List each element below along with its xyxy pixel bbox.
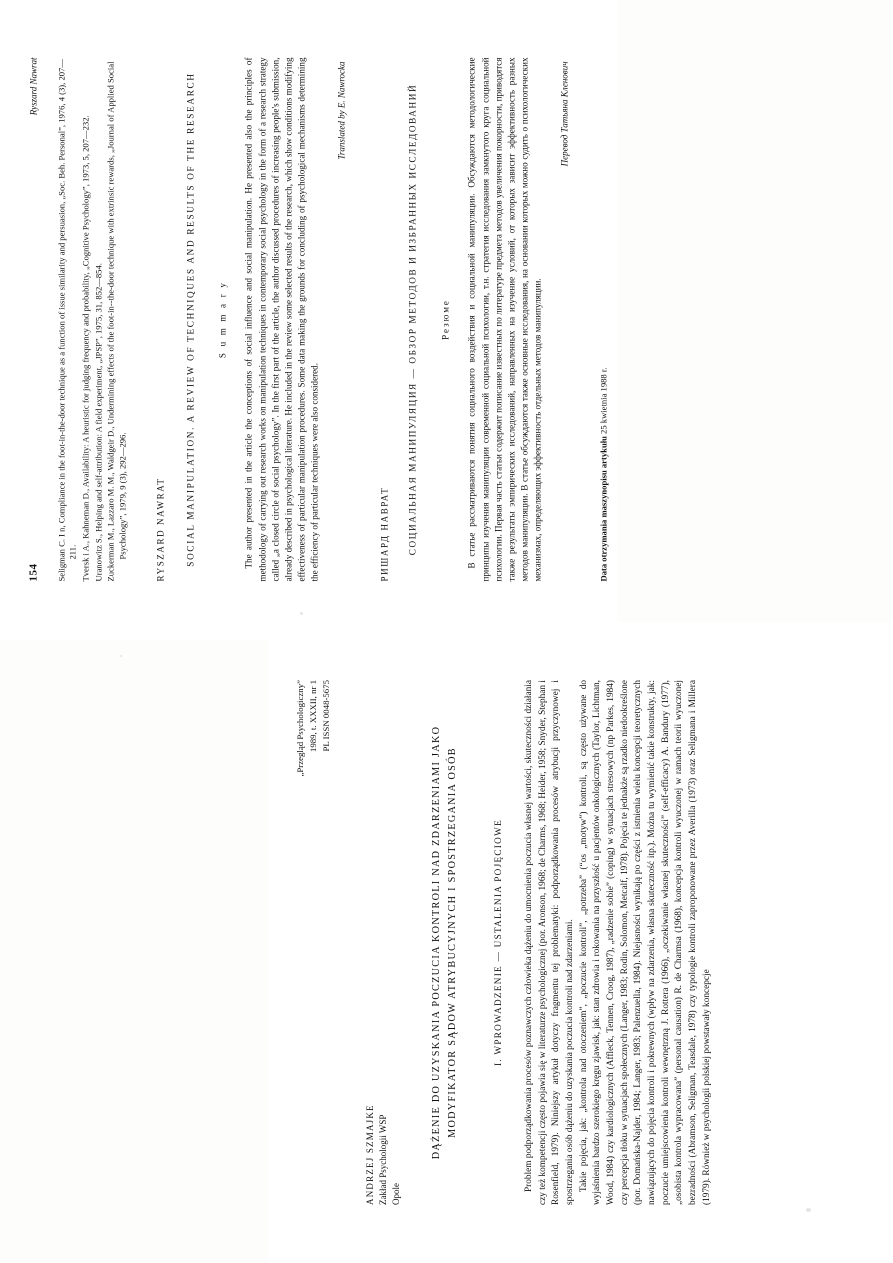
- section-heading: I. WPROWADZENIE — USTALENIA POJĘCIOWE: [492, 819, 503, 1067]
- page-number: 154: [27, 563, 40, 582]
- english-summary-author: RYSZARD NAWRAT: [155, 477, 166, 582]
- date-received-label: Data otrzymania maszynopisu artykułu: [598, 436, 609, 582]
- body-paragraph: Problem podporządkowania procesów poznawczych człowieka dążeniu do umocnienia poczucia własnej wartości, skuteczności działania czy też kompetencji często pojawia się w literaturze psychologicznej (por. Aronson, 1968; de Charms, 1968; Heider, 1958; Snyder, Stephan i Rosenfield, 1979). Niniejszy artykuł dotyczy fragmentu tej problematyki: podporządkowania procesów atrybucji przyczynowej i spostrzegania osób dążeniu do uzyskania poczucia kontroli nad zdarzeniami.: [524, 680, 576, 1205]
- left-page: [0, 0, 617, 640]
- reference-item: Zuckerman M., Lazzaro M. M., Waldgeir D., Undermining effects of the foot-in--the-door technique with extrinsic rewards, „Journal of Applied Social Psychology”, 1979, 9 (3), 292—296.: [105, 61, 128, 582]
- body-paragraph: Takie pojęcia, jak: „kontrola nad otoczeniem”, „poczucie kontroli”, „potrzeba” (“os „motyw”) kontroli, są często używane do wyjaśnienia bardzo szerokiego kręgu zjawisk, jak: stan zdrowia i rokowania na przyszłość u pacjentów onkologicznych (Taylor, Lichtman, Wood, 1984) czy kardiologicznych (Affleck, Tennen, Croog, 1987), „radzenie sobie” (coping) w sytuacjach stresowych (np Parkes, 1984) czy percepcja tłoku w sytuacjach społecznych (Langer, 1983; Rodin, Solomon, Metcalf, 1978). Pojęcia te jednakże są rzadko niedookreślone (por. Domańska-Najder, 1984; Langer, 1983; Palenzuella, 1984). Niejasności wynikają po części z istnienia wielu koncepcji teoretycznych nawiązujących do pojęcia kontroli i pokrewnych (wpływ na zdarzenia, własna skuteczność itp.). Można tu wymienić takie konstrukty, jak: poczucie umiejscowienia kontroli wewnętrzną J. Rottera (1966), „oczekiwanie własnej skuteczności” (self-efficacy) A. Bandury (1977), „osobista kontrola wypracowana” (personal causation) R. de Charmsa (1968), koncepcja kontroli wyuczonej w ramach teorii wyuczonej bezradności (Abramson, Seligman, Teasdale, 1978) czy typologie kontroli zaproponowane przez Averilla (1973) oraz Seligmana i Millera (1979). Również w psychologii polskiej powstawały koncepcje: [578, 680, 712, 1205]
- translator-credit: Translated by E. Nawrocka: [336, 61, 347, 160]
- russian-summary-title: СОЦИАЛЬНАЯ МАНИПУЛЯЦИЯ — ОБЗОР МЕТОДОВ И ИЗБРАННЫХ ИССЛЕДОВАНИЙ: [407, 83, 418, 556]
- date-received-value: 25 kwietnia 1988 r.: [598, 367, 609, 434]
- left-page-rotated-content: [1, 0, 618, 640]
- author-affiliation: Zakład Psychologii WSP: [377, 1114, 388, 1205]
- english-summary-text: The author presented in the article the conceptions of social influence and social manipulation. He presented also the principles of methodology of carrying out research works on manipulation techniques in contemporary social psychology in the form of a research strategy called „a closed circle of social psychology”. In the first part of the article, the author discussed procedures of increasing people's submission, already described in psychological literature. He included in the review some selected results of the research, which show conditions modifying effectiveness of particular manipulation procedures. Some data making the grounds for concluding of psychological mechanisms determining the efficiency of particular techniques were also considered.: [243, 57, 320, 582]
- summary-heading: S u m m a r y: [217, 280, 228, 359]
- reference-item: Seligman C. I n, Compliance in the foot-in-the-door technique as a function of issue similarity and persuasion, „Soc. Beh. Personal”, 1976, 4 (3), 207—211.: [56, 59, 78, 582]
- reference-item: Tversk i A., Kahneman D., Availability: A heuristic for judging frequency and probability, „Cognitive Psychology”, 1973, 5, 207—232.: [80, 115, 91, 582]
- running-head: Ryszard Nawrat: [28, 57, 39, 116]
- scan-artifact: [806, 1208, 811, 1212]
- scan-artifact: [120, 655, 122, 657]
- date-received: [598, 58, 610, 582]
- journal-masthead: [294, 680, 334, 1205]
- article-title: DĄŻENIE DO UZYSKANIA POCZUCIA KONTROLI NAD ZDARZENIAMI JAKO MODYFIKATOR SĄDOW ATRYBUCYJNYCH I SPOSTRZEGANIA OSÓB: [430, 725, 459, 1160]
- english-summary-title: SOCIAL MANIPULATION. A REVIEW OF TECHNIQUES AND RESULTS OF THE RESEARCH: [185, 72, 196, 567]
- russian-translator-credit: Перевод Татьяна Кленович: [559, 61, 570, 167]
- russian-summary-heading: Резюме: [440, 299, 451, 340]
- scan-artifact: [300, 612, 303, 615]
- journal-issn: PL ISSN 0048-5675: [321, 680, 332, 752]
- right-page-rotated-content: [268, 622, 893, 1263]
- russian-summary-text: В статье рассматриваются понятия социального воздействия и социальной манипуляции. Обсуждаются методологические принципы изучения манипуляции современной социальной психологии, т.н. стратегия исследования замкнутого круга социальной психологии. Первая часть статьи содержит пописание известных по литературе предмета методов увеличения покорности, приводятся также результаты эмпирических исследований, направленных на изучение условий, от которых зависит эффективность разных методов манипуляции. В статье обсуждаются также основные исследования, на основании которых можно судить о психологических механизмах, определяющих эффективность отдельных методов манипуляции.: [466, 57, 543, 582]
- russian-summary-author: РИШАРД НАВРАТ: [379, 486, 390, 582]
- left-page-header: [27, 58, 43, 582]
- journal-issue: 1989, t. XXXII, nr 1: [308, 680, 319, 753]
- right-page: [268, 622, 893, 1263]
- article-author: ANDRZEJ SZMAJKE: [364, 1104, 375, 1205]
- journal-title: „Przegląd Psychologiczny”: [295, 680, 305, 777]
- author-city: Opole: [390, 1183, 401, 1205]
- reference-list: [56, 58, 129, 582]
- reference-item: Uranowitz S., Helping and self-attribution: A field experiment, „JPSP”, 1975, 31, 852—854.: [93, 263, 104, 582]
- author-block: [364, 680, 403, 1205]
